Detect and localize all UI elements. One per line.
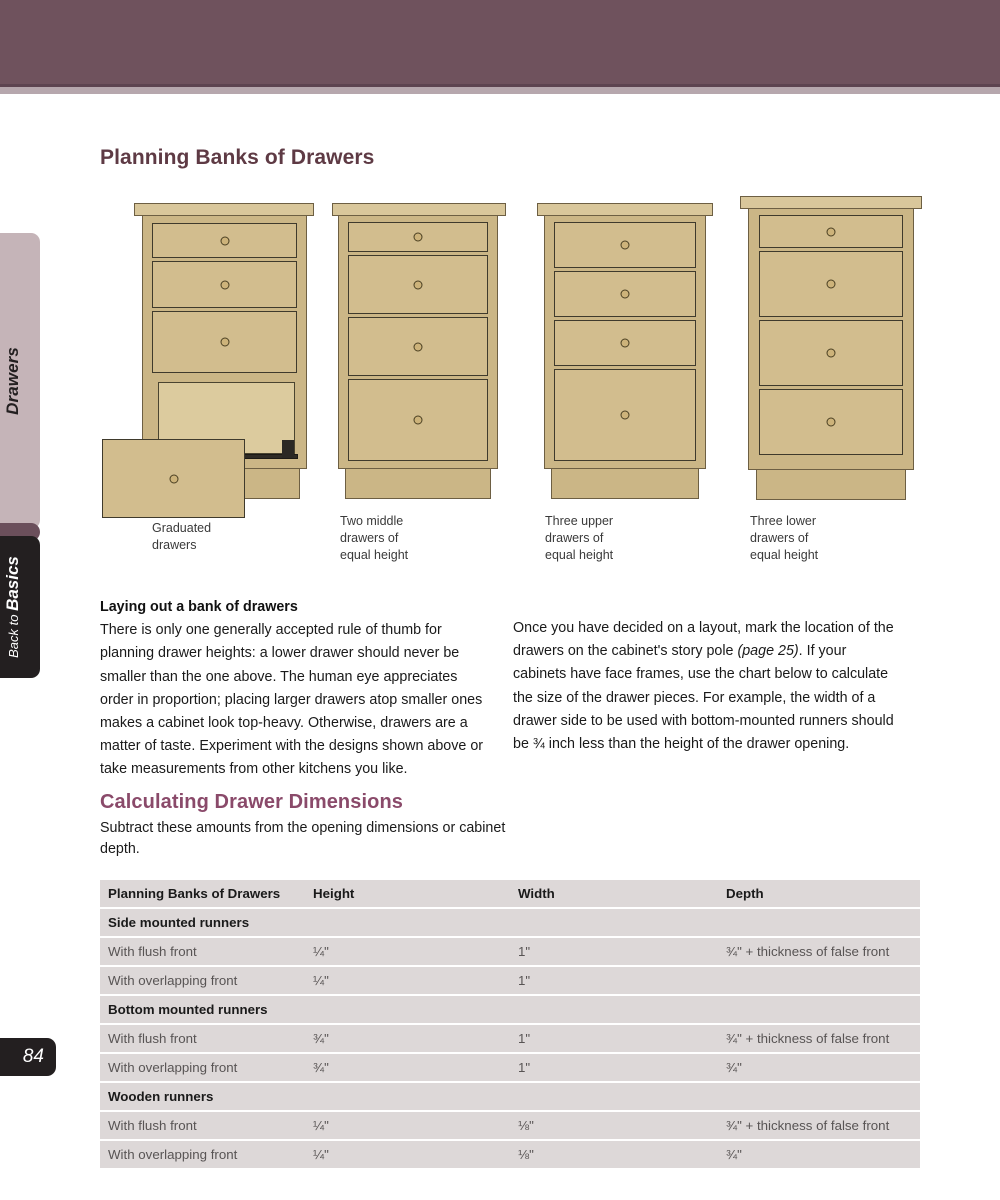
table-cell bbox=[305, 909, 510, 936]
drawer-pull-icon bbox=[220, 236, 229, 245]
table-cell bbox=[305, 996, 510, 1023]
drawer-3-3 bbox=[554, 320, 696, 366]
cabinet-base-3 bbox=[551, 468, 699, 499]
table-body bbox=[100, 880, 920, 1168]
table-cell: Bottom mounted runners bbox=[100, 996, 305, 1023]
table-cell: With overlapping front bbox=[100, 1141, 305, 1168]
table-cell: ¼" bbox=[305, 938, 510, 965]
header-rule-light bbox=[0, 87, 1000, 94]
figure-two-middle-equal bbox=[332, 196, 522, 562]
table-cell: With overlapping front bbox=[100, 1054, 305, 1081]
caption-line: drawers of bbox=[340, 531, 399, 545]
drawer-pull-icon bbox=[827, 227, 836, 236]
drawer-pull-icon bbox=[414, 280, 423, 289]
table-group-row bbox=[100, 996, 920, 1023]
caption-line: equal height bbox=[750, 548, 819, 562]
sidebar-tab-back-to-basics[interactable] bbox=[0, 536, 40, 678]
table-row bbox=[100, 967, 920, 994]
table-cell: ¼" bbox=[305, 1112, 510, 1139]
figure-caption-2 bbox=[340, 513, 408, 564]
caption-line: Two middle bbox=[340, 514, 404, 528]
caption-line: equal height bbox=[340, 548, 409, 562]
drawer-pull-icon bbox=[621, 241, 630, 250]
drawer-pull-icon bbox=[827, 280, 836, 289]
drawer-2-2 bbox=[348, 255, 488, 314]
table-cell: ¾" bbox=[305, 1054, 510, 1081]
header-band bbox=[0, 0, 1000, 84]
drawer-1-1 bbox=[152, 223, 297, 258]
body-column-left bbox=[100, 596, 490, 782]
figure-caption-1 bbox=[152, 520, 211, 554]
table-header-cell: Height bbox=[305, 880, 510, 907]
table-cell: ¼" bbox=[305, 967, 510, 994]
drawer-4-4 bbox=[759, 389, 903, 455]
drawer-pull-icon bbox=[414, 233, 423, 242]
table-cell: 1" bbox=[510, 1025, 718, 1052]
figure-graduated-drawers bbox=[100, 196, 320, 552]
drawer-3-4 bbox=[554, 369, 696, 461]
table-row bbox=[100, 1112, 920, 1139]
caption-line: drawers bbox=[152, 538, 197, 552]
table-cell: ¾" + thickness of false front bbox=[718, 938, 920, 965]
body-left-paragraph: There is only one generally accepted rule of thumb for planning drawer heights: a lower drawer should never be smaller than the one above. The human eye appreciates order in proportion; placing larger drawers atop smaller ones makes a cabinet look top-heavy. Otherwise, drawers are a matter of taste. Experiment with the designs shown above or take measurements from other kitchens you like. bbox=[100, 622, 484, 778]
table-cell: ¾" bbox=[718, 1141, 920, 1168]
body-left-heading: Laying out a bank of drawers bbox=[100, 599, 298, 615]
drawer-2-3 bbox=[348, 317, 488, 376]
drawer-pull-icon bbox=[220, 338, 229, 347]
table-cell bbox=[718, 967, 920, 994]
body-column-right bbox=[513, 617, 903, 756]
table-cell: 1" bbox=[510, 967, 718, 994]
figure-three-lower-equal bbox=[740, 196, 930, 562]
table-header-cell: Planning Banks of Drawers bbox=[100, 880, 305, 907]
figure-group bbox=[100, 196, 930, 576]
table-cell bbox=[305, 1083, 510, 1110]
drawer-2-4 bbox=[348, 379, 488, 461]
table-cell bbox=[510, 909, 718, 936]
table-cell bbox=[718, 909, 920, 936]
table-row bbox=[100, 1025, 920, 1052]
table-cell: With flush front bbox=[100, 938, 305, 965]
caption-line: drawers of bbox=[750, 531, 809, 545]
drawer-4-3 bbox=[759, 320, 903, 386]
drawer-pull-icon bbox=[621, 411, 630, 420]
series-tab-prefix: Back to bbox=[6, 610, 21, 658]
table-row bbox=[100, 938, 920, 965]
removed-drawer-1 bbox=[102, 439, 245, 518]
page-number: 84 bbox=[22, 1046, 44, 1067]
table-cell: With flush front bbox=[100, 1112, 305, 1139]
table-cell: With flush front bbox=[100, 1025, 305, 1052]
table-cell: ⅛" bbox=[510, 1112, 718, 1139]
table-cell: With overlapping front bbox=[100, 967, 305, 994]
drawer-pull-icon bbox=[414, 342, 423, 351]
drawer-pull-icon bbox=[220, 280, 229, 289]
drawer-3-2 bbox=[554, 271, 696, 317]
table-cell: ¼" bbox=[305, 1141, 510, 1168]
subsection-title: Calculating Drawer Dimensions bbox=[100, 791, 403, 813]
table-group-row bbox=[100, 1083, 920, 1110]
table-cell: ¾" bbox=[718, 1054, 920, 1081]
caption-line: drawers of bbox=[545, 531, 604, 545]
table-cell: ⅛" bbox=[510, 1141, 718, 1168]
cabinet-base-2 bbox=[345, 468, 491, 499]
caption-line: Graduated bbox=[152, 521, 212, 535]
table-row bbox=[100, 1054, 920, 1081]
table-cell bbox=[510, 1083, 718, 1110]
runner-hardware-icon bbox=[282, 440, 294, 458]
series-tab-strong: Basics bbox=[3, 556, 22, 611]
figure-caption-4 bbox=[750, 513, 818, 564]
figure-three-upper-equal bbox=[537, 196, 727, 562]
drawer-4-1 bbox=[759, 215, 903, 248]
table-row bbox=[100, 1141, 920, 1168]
table-cell: 1" bbox=[510, 938, 718, 965]
drawer-pull-icon bbox=[827, 349, 836, 358]
table-cell: ¾" + thickness of false front bbox=[718, 1025, 920, 1052]
figure-caption-3 bbox=[545, 513, 613, 564]
cabinet-base-4 bbox=[756, 469, 906, 500]
page-number-tab bbox=[0, 1038, 56, 1076]
sidebar-tab-back-to-basics-label bbox=[3, 556, 23, 658]
table-cell bbox=[510, 996, 718, 1023]
drawer-4-2 bbox=[759, 251, 903, 317]
drawer-1-2 bbox=[152, 261, 297, 308]
caption-line: equal height bbox=[545, 548, 614, 562]
drawer-pull-icon bbox=[414, 416, 423, 425]
drawer-dimensions-table bbox=[100, 878, 920, 1170]
table-header-cell: Width bbox=[510, 880, 718, 907]
body-right-part1: Once you have decided on a layout, mark the location of the drawers on the cabinet's story pole bbox=[513, 620, 894, 660]
table-header-row bbox=[100, 880, 920, 907]
caption-line: Three upper bbox=[545, 514, 614, 528]
sidebar-tab-drawers-label: Drawers bbox=[3, 347, 22, 415]
drawer-3-1 bbox=[554, 222, 696, 268]
drawer-2-1 bbox=[348, 222, 488, 252]
body-right-pagereference: (page 25) bbox=[737, 643, 799, 660]
drawer-1-3 bbox=[152, 311, 297, 373]
caption-line: Three lower bbox=[750, 514, 816, 528]
table-cell: Side mounted runners bbox=[100, 909, 305, 936]
table-cell: 1" bbox=[510, 1054, 718, 1081]
table-group-row bbox=[100, 909, 920, 936]
drawer-pull-icon bbox=[621, 339, 630, 348]
drawer-pull-icon bbox=[169, 474, 178, 483]
page-title: Planning Banks of Drawers bbox=[100, 146, 375, 169]
table-cell: ¾" + thickness of false front bbox=[718, 1112, 920, 1139]
table-cell: ¾" bbox=[305, 1025, 510, 1052]
subsection-description: Subtract these amounts from the opening dimensions or cabinet depth. bbox=[100, 820, 506, 857]
body-right-part2: . If your cabinets have face frames, use the chart below to calculate the size of the drawer pieces. For example, the width of a drawer side to be used with bottom-mounted runners should be ¾ inch less than the height of the drawer opening. bbox=[513, 643, 894, 753]
table-header-cell: Depth bbox=[718, 880, 920, 907]
body-right-paragraph bbox=[513, 617, 903, 756]
drawer-pull-icon bbox=[827, 418, 836, 427]
table-cell: Wooden runners bbox=[100, 1083, 305, 1110]
table-cell bbox=[718, 996, 920, 1023]
drawer-pull-icon bbox=[621, 290, 630, 299]
table-cell bbox=[718, 1083, 920, 1110]
sidebar-tab-drawers[interactable] bbox=[0, 233, 40, 529]
